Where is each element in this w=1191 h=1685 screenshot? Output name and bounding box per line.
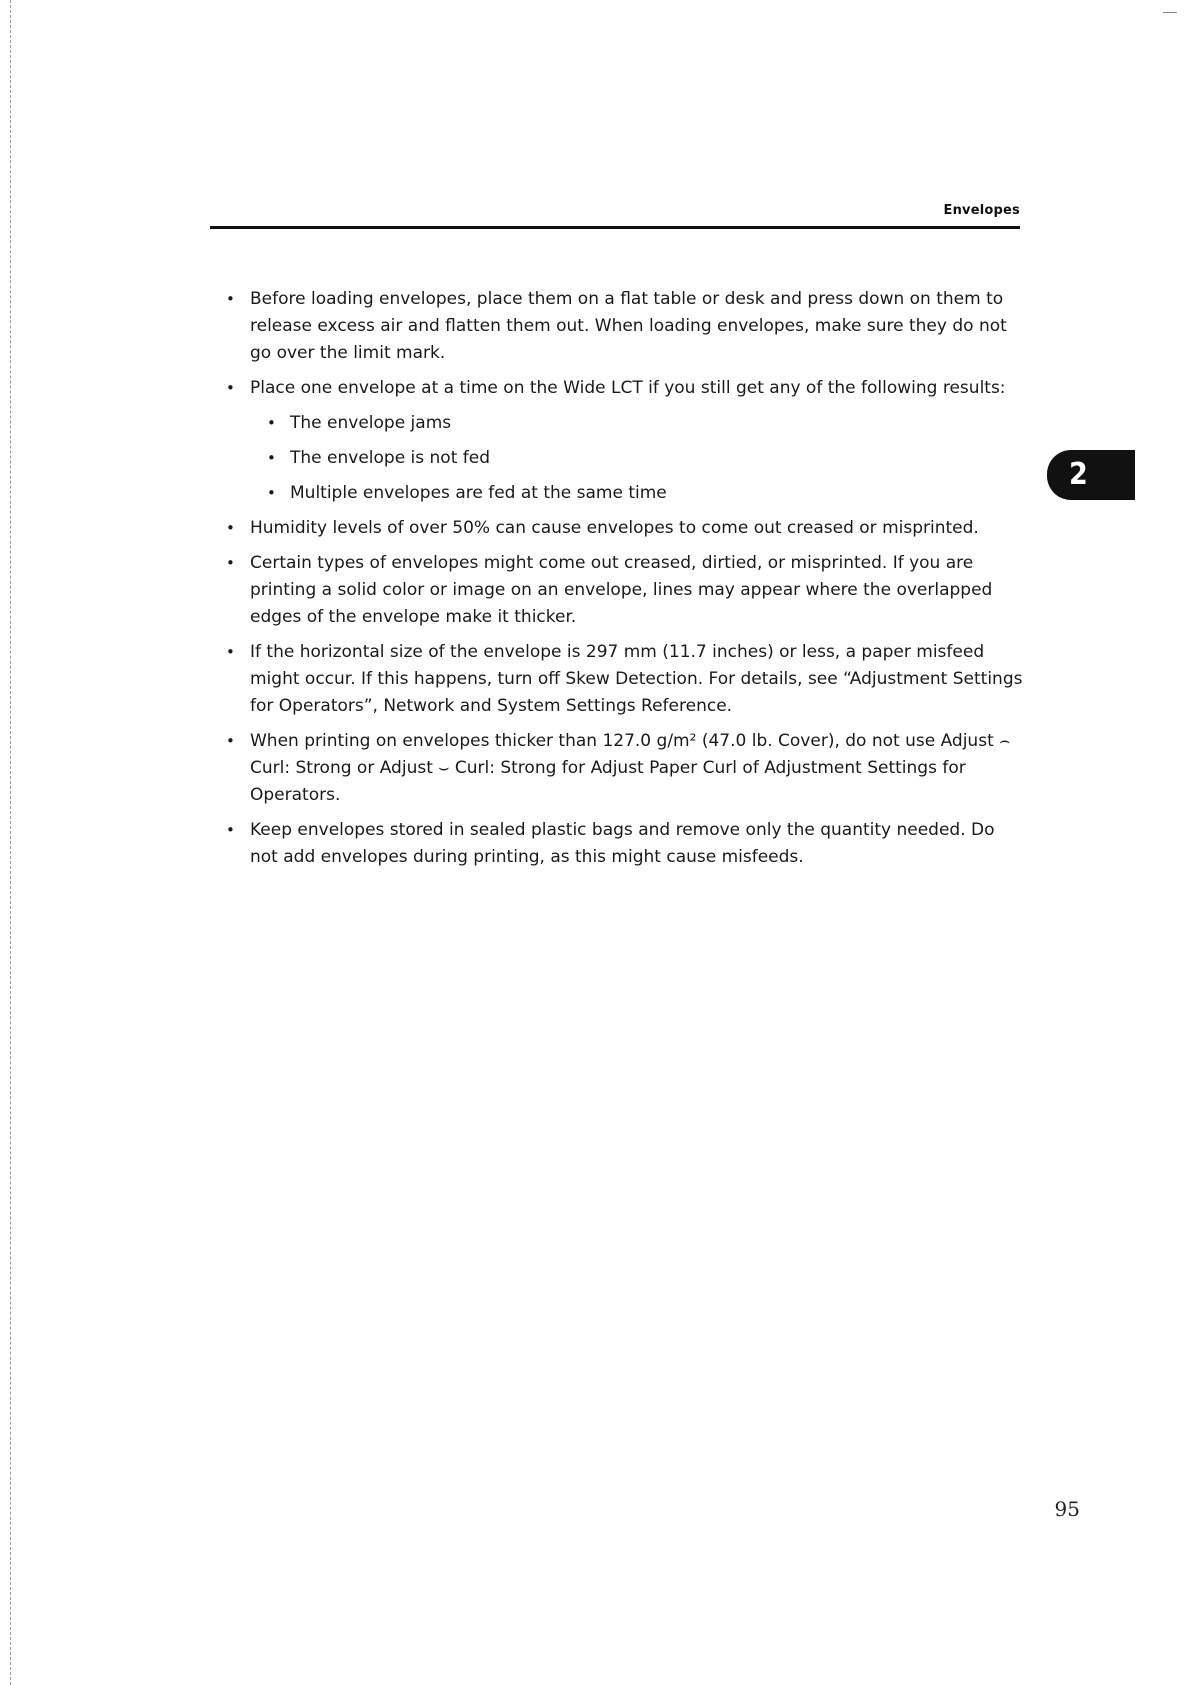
- sub-bullet-item: [250, 480, 1026, 507]
- bullet-text: Keep envelopes stored in sealed plastic bags and remove only the quantity needed. Do not add envelopes during printing, as this might cause misfeeds.: [250, 820, 995, 867]
- sub-bullet-text: The envelope jams: [290, 413, 452, 433]
- bullet-text: Humidity levels of over 50% can cause envelopes to come out creased or misprinted.: [250, 518, 979, 538]
- scan-edge-line: [10, 0, 11, 1685]
- sub-bullet-item: [250, 410, 1026, 437]
- bullet-item: [226, 728, 1026, 809]
- bullet-item: [226, 639, 1026, 720]
- sub-bullet-text: The envelope is not fed: [290, 448, 491, 468]
- corner-crop-mark: [1163, 12, 1177, 13]
- bullet-item: [226, 286, 1026, 367]
- bullet-text: Place one envelope at a time on the Wide LCT if you still get any of the following results:: [250, 378, 1006, 398]
- sub-bullet-text: Multiple envelopes are fed at the same time: [290, 483, 667, 503]
- page-number: 95: [1054, 1497, 1080, 1521]
- bullet-item: [226, 550, 1026, 631]
- bullet-text: Before loading envelopes, place them on a flat table or desk and press down on them to release excess air and flatten them out. When loading envelopes, make sure they do not go over the limit mark.: [250, 289, 1007, 363]
- bullet-list: [226, 286, 1026, 871]
- bullet-item: [226, 817, 1026, 871]
- chapter-tab: [1047, 450, 1135, 500]
- sub-bullet-item: [250, 445, 1026, 472]
- bullet-item: [226, 515, 1026, 542]
- bullet-text: Certain types of envelopes might come out creased, dirtied, or misprinted. If you are printing a solid color or image on an envelope, lines may appear where the overlapped edges of the envelope make it thicker.: [250, 553, 993, 627]
- bullet-item: [226, 375, 1026, 507]
- main-content: [226, 286, 1026, 879]
- header-rule: [210, 226, 1020, 229]
- running-head: Envelopes: [943, 203, 1020, 218]
- bullet-text: If the horizontal size of the envelope is 297 mm (11.7 inches) or less, a paper misfeed might occur. If this happens, turn off Skew Detection. For details, see “Adjustment Settings for Operators”, Network and System Settings Reference.: [250, 642, 1023, 716]
- bullet-text: When printing on envelopes thicker than 127.0 g/m² (47.0 lb. Cover), do not use Adjust ⌢ Curl: Strong or Adjust ⌣ Curl: Strong for Adjust Paper Curl of Adjustment Settings for Operators.: [250, 731, 1011, 805]
- chapter-number: 2: [1069, 457, 1088, 492]
- sub-bullet-list: [250, 410, 1026, 507]
